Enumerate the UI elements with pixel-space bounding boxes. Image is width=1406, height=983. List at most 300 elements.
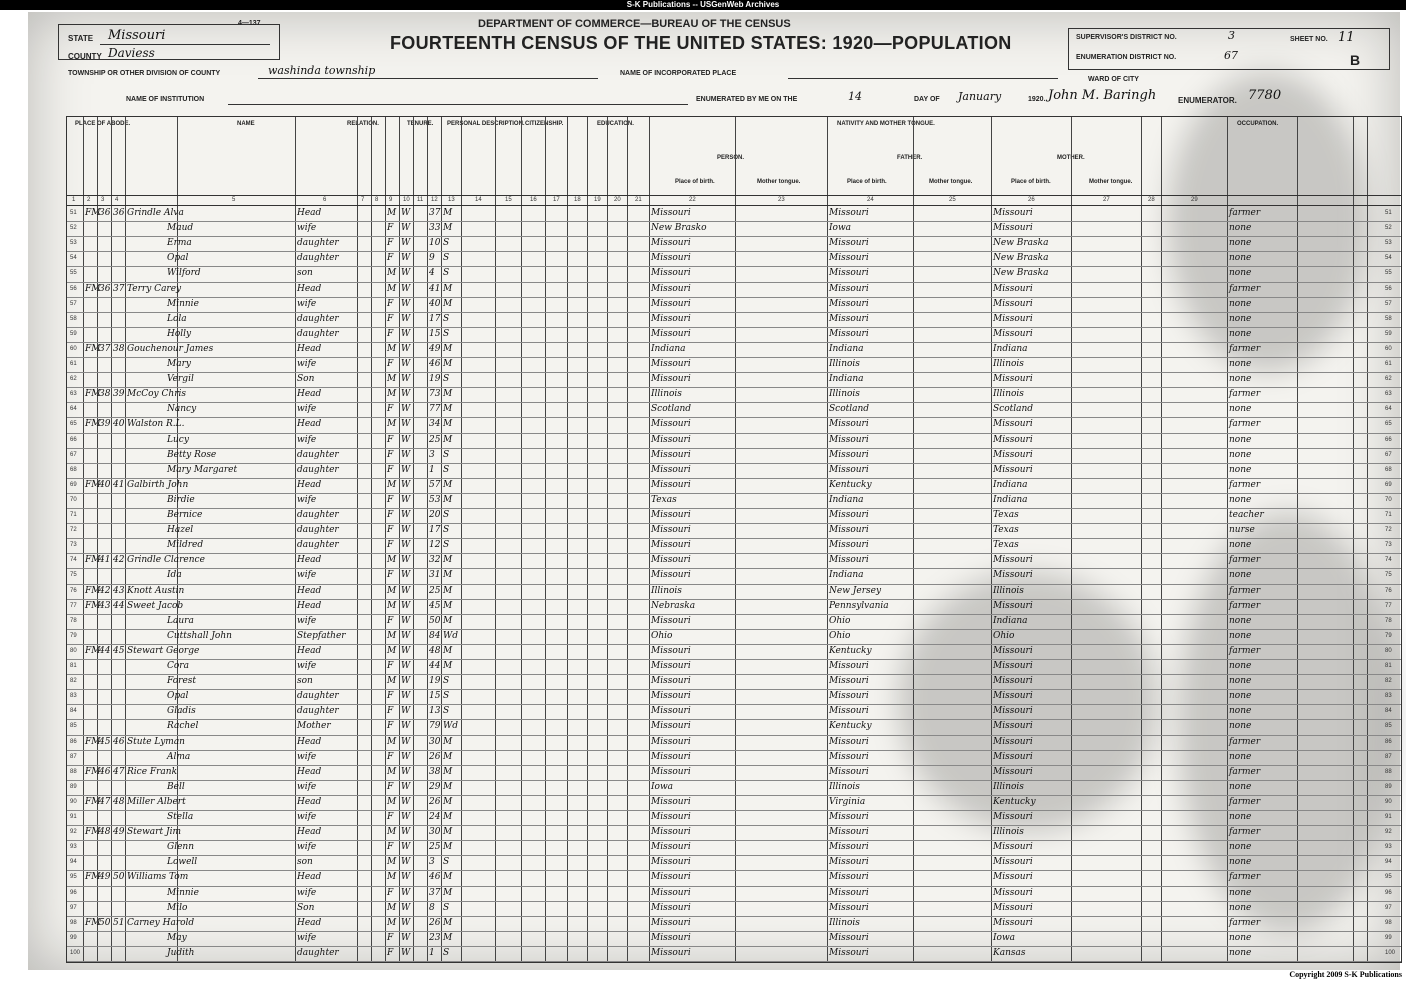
cell-fpob: Missouri [829, 268, 869, 279]
cell-sex: F [387, 434, 394, 445]
cell-occ: farmer [1229, 766, 1261, 777]
row-number: 89 [1385, 783, 1392, 790]
cell-race: W [401, 434, 411, 445]
cell-pob: Missouri [651, 947, 691, 958]
cell-sex: F [387, 751, 394, 762]
cell-mpob: Missouri [993, 645, 1033, 656]
cell-race: W [401, 691, 411, 702]
cell-age: 19 [429, 374, 441, 385]
cell-loc: FM [85, 555, 101, 566]
cell-occ: none [1229, 615, 1252, 626]
cell-sex: M [387, 827, 397, 838]
cell-occ: farmer [1229, 645, 1261, 656]
row-number: 67 [70, 451, 77, 458]
cell-mpob: Missouri [993, 208, 1033, 218]
cell-dw: 47 [99, 796, 111, 807]
row-number: 86 [1385, 738, 1392, 745]
cell-fpob: Kentucky [829, 645, 872, 656]
cell-ms: M [443, 208, 453, 218]
cell-fpob: New Jersey [829, 585, 882, 596]
cell-fpob: Missouri [829, 253, 869, 264]
grid-column-line [587, 117, 588, 962]
cell-name: Wilford [167, 268, 201, 279]
sheet-side: B [1350, 52, 1361, 68]
cell-age: 77 [429, 404, 441, 415]
cell-ms: S [443, 253, 450, 264]
cell-mpob: Missouri [993, 328, 1033, 339]
cell-occ: none [1229, 464, 1252, 475]
cell-fpob: Indiana [829, 374, 864, 385]
cell-race: W [401, 781, 411, 792]
cell-mpob: Texas [993, 525, 1019, 536]
row-line [67, 810, 1401, 811]
cell-fpob: Virginia [829, 796, 866, 807]
cell-race: W [401, 494, 411, 505]
row-line [67, 825, 1401, 826]
row-line [67, 855, 1401, 856]
row-line [67, 704, 1401, 705]
cell-occ: farmer [1229, 585, 1261, 596]
cell-sex: M [387, 555, 397, 566]
cell-mpob: Missouri [993, 570, 1033, 581]
institution-label: NAME OF INSTITUTION [126, 96, 205, 103]
cell-sex: F [387, 223, 394, 234]
cell-rel: daughter [297, 253, 339, 264]
cell-race: W [401, 615, 411, 626]
cell-rel: Head [297, 343, 322, 354]
cell-rel: wife [297, 615, 317, 626]
row-number: 100 [1385, 949, 1396, 956]
cell-mpob: Missouri [993, 434, 1033, 445]
cell-occ: none [1229, 540, 1252, 551]
cell-ms: S [443, 449, 450, 460]
cell-ms: M [443, 283, 453, 294]
grid-column-line [607, 117, 608, 962]
row-number: 69 [70, 481, 77, 488]
row-number: 52 [70, 225, 77, 232]
cell-fpob: Missouri [829, 661, 869, 671]
cell-fpob: Missouri [829, 283, 869, 294]
cell-fpob: Missouri [829, 812, 869, 822]
grid-column-line [1297, 117, 1298, 962]
row-number: 78 [1385, 617, 1392, 624]
grid-column-line [545, 117, 546, 962]
cell-ms: S [443, 540, 450, 551]
cell-sex: M [387, 600, 397, 611]
cell-rel: wife [297, 812, 317, 822]
cell-rel: daughter [297, 510, 339, 520]
row-number: 90 [70, 798, 77, 805]
cell-sex: F [387, 313, 394, 324]
row-number: 70 [1385, 496, 1392, 503]
cell-occ: farmer [1229, 555, 1261, 566]
cell-age: 45 [429, 600, 441, 611]
cell-rel: Head [297, 736, 322, 747]
day-of-label: DAY OF [914, 96, 940, 103]
cell-ms: M [443, 494, 453, 505]
cell-ms: M [443, 872, 453, 883]
row-line [67, 297, 1401, 298]
cell-dw: 43 [99, 600, 111, 611]
cell-pob: Missouri [651, 721, 691, 732]
cell-name: Knott Austin [127, 585, 185, 596]
cell-fpob: Missouri [829, 555, 869, 566]
cell-ms: M [443, 812, 453, 822]
column-number: 10 [403, 197, 410, 203]
row-line [67, 221, 1401, 222]
cell-occ: none [1229, 676, 1252, 687]
cell-rel: Head [297, 645, 322, 656]
cell-pob: Missouri [651, 449, 691, 460]
cell-race: W [401, 661, 411, 671]
cell-rel: wife [297, 359, 317, 369]
cell-ms: S [443, 691, 450, 702]
cell-sex: F [387, 253, 394, 264]
cell-pob: Missouri [651, 283, 691, 294]
cell-dw: 45 [99, 736, 111, 747]
cell-age: 49 [429, 343, 441, 354]
row-number: 57 [70, 300, 77, 307]
col-place-of-abode: PLACE OF ABODE. [75, 121, 131, 127]
cell-rel: daughter [297, 947, 339, 958]
cell-race: W [401, 253, 411, 264]
column-number: 14 [475, 197, 482, 203]
row-number: 100 [70, 949, 81, 956]
year-label: 1920. [1028, 96, 1046, 103]
cell-name: Lola [167, 313, 187, 324]
state-value: Missouri [108, 28, 166, 43]
cell-fam: 48 [113, 796, 125, 807]
cell-name: Mary [167, 359, 191, 369]
cell-dw: 41 [99, 555, 111, 566]
cell-mpob: Illinois [993, 827, 1024, 838]
row-number: 94 [1385, 859, 1392, 866]
row-line [67, 553, 1401, 554]
cell-rel: daughter [297, 449, 339, 460]
cell-name: Erma [167, 238, 192, 249]
cell-pob: Missouri [651, 812, 691, 822]
cell-occ: none [1229, 842, 1252, 853]
cell-fam: 41 [113, 479, 125, 490]
cell-ms: M [443, 600, 453, 611]
col-education: EDUCATION. [597, 121, 634, 127]
row-number: 97 [70, 904, 77, 911]
grid-column-line [357, 117, 358, 962]
column-number: 4 [115, 197, 119, 203]
cell-fpob: Missouri [829, 464, 869, 475]
cell-occ: none [1229, 721, 1252, 732]
row-line [67, 689, 1401, 690]
row-number: 90 [1385, 798, 1392, 805]
cell-age: 25 [429, 842, 441, 853]
row-number: 88 [70, 768, 77, 775]
cell-occ: none [1229, 268, 1252, 279]
cell-rel: Mother [297, 721, 331, 732]
cell-age: 46 [429, 872, 441, 883]
row-number: 63 [70, 391, 77, 398]
cell-race: W [401, 585, 411, 596]
enumeration-value: 67 [1224, 49, 1238, 62]
cell-occ: none [1229, 812, 1252, 822]
row-line [67, 266, 1401, 267]
row-number: 77 [70, 602, 77, 609]
cell-fpob: Scotland [829, 404, 870, 415]
grid-column-line [125, 117, 126, 962]
cell-mpob: New Braska [993, 268, 1049, 279]
cell-fpob: Missouri [829, 857, 869, 868]
cell-pob: Missouri [651, 857, 691, 868]
cell-fpob: Iowa [829, 223, 852, 234]
cell-age: 17 [429, 313, 441, 324]
cell-name: Lowell [167, 857, 198, 868]
column-number: 27 [1103, 197, 1110, 203]
cell-fpob: Missouri [829, 706, 869, 717]
row-number: 94 [70, 859, 77, 866]
row-line [67, 780, 1401, 781]
cell-rel: wife [297, 661, 317, 671]
cell-ms: Wd [443, 721, 459, 732]
cell-loc: FM [85, 645, 101, 656]
cell-pob: Missouri [651, 917, 691, 928]
cell-ms: S [443, 268, 450, 279]
cell-age: 24 [429, 812, 441, 822]
cell-rel: son [297, 857, 313, 868]
cell-fpob: Ohio [829, 630, 851, 641]
column-number: 3 [101, 197, 105, 203]
cell-dw: 39 [99, 419, 111, 430]
cell-race: W [401, 676, 411, 687]
col-mother: MOTHER. [1057, 155, 1085, 161]
cell-age: 53 [429, 494, 441, 505]
cell-occ: none [1229, 434, 1252, 445]
cell-ms: M [443, 570, 453, 581]
cell-loc: FM [85, 208, 101, 218]
cell-occ: none [1229, 661, 1252, 671]
cell-age: 9 [429, 253, 435, 264]
column-number: 7 [361, 197, 365, 203]
cell-race: W [401, 298, 411, 309]
cell-rel: Stepfather [297, 630, 346, 641]
grid-column-line [627, 117, 628, 962]
cell-fam: 39 [113, 389, 125, 400]
grid-column-line [1353, 117, 1354, 962]
column-number: 25 [949, 197, 956, 203]
cell-ms: M [443, 842, 453, 853]
column-number: 17 [553, 197, 560, 203]
row-line [67, 840, 1401, 841]
cell-age: 26 [429, 796, 441, 807]
supervisor-value: 3 [1228, 29, 1235, 42]
cell-pob: Missouri [651, 540, 691, 551]
cell-pob: Missouri [651, 328, 691, 339]
cell-age: 25 [429, 585, 441, 596]
cell-occ: farmer [1229, 419, 1261, 430]
cell-sex: M [387, 796, 397, 807]
row-line [67, 870, 1401, 871]
cell-occ: none [1229, 494, 1252, 505]
cell-sex: M [387, 585, 397, 596]
cell-fpob: Illinois [829, 359, 860, 369]
cell-dw: 36 [99, 208, 111, 218]
cell-race: W [401, 283, 411, 294]
cell-sex: M [387, 374, 397, 385]
cell-ms: S [443, 947, 450, 958]
enumeration-label: ENUMERATION DISTRICT NO. [1076, 54, 1177, 61]
cell-occ: none [1229, 781, 1252, 792]
cell-fpob: Missouri [829, 525, 869, 536]
cell-fpob: Missouri [829, 313, 869, 324]
row-number: 99 [1385, 934, 1392, 941]
cell-age: 25 [429, 434, 441, 445]
cell-occ: farmer [1229, 283, 1261, 294]
row-number: 63 [1385, 391, 1392, 398]
cell-pob: Indiana [651, 343, 686, 354]
row-number: 62 [70, 376, 77, 383]
cell-occ: farmer [1229, 796, 1261, 807]
cell-name: Williams Tom [127, 872, 189, 883]
cell-age: 37 [429, 887, 441, 898]
cell-pob: Missouri [651, 268, 691, 279]
cell-sex: M [387, 902, 397, 913]
cell-ms: S [443, 510, 450, 520]
cell-sex: F [387, 706, 394, 717]
cell-race: W [401, 766, 411, 777]
cell-mpob: Ohio [993, 630, 1015, 641]
cell-mpob: Scotland [993, 404, 1034, 415]
cell-rel: Head [297, 555, 322, 566]
cell-ms: S [443, 902, 450, 913]
cell-occ: none [1229, 223, 1252, 234]
cell-mpob: Missouri [993, 902, 1033, 913]
cell-occ: none [1229, 570, 1252, 581]
cell-pob: Scotland [651, 404, 692, 415]
row-number: 51 [1385, 210, 1392, 216]
cell-pob: Nebraska [651, 600, 696, 611]
cell-name: Birdie [167, 494, 195, 505]
row-number: 59 [70, 330, 77, 337]
cell-fpob: Missouri [829, 766, 869, 777]
cell-name: Nancy [167, 404, 197, 415]
cell-rel: wife [297, 887, 317, 898]
cell-age: 3 [429, 449, 435, 460]
cell-age: 23 [429, 932, 441, 943]
cell-pob: Missouri [651, 313, 691, 324]
cell-rel: wife [297, 223, 317, 234]
cell-mpob: Missouri [993, 842, 1033, 853]
col-pob-person: Place of birth. [675, 179, 715, 185]
cell-fpob: Missouri [829, 842, 869, 853]
enumerator-label: ENUMERATOR. [1178, 96, 1237, 105]
cell-fam: 45 [113, 645, 125, 656]
cell-rel: Head [297, 600, 322, 611]
row-number: 53 [1385, 240, 1392, 247]
cell-ms: Wd [443, 630, 459, 641]
cell-pob: Missouri [651, 827, 691, 838]
cell-name: Mary Margaret [167, 464, 238, 475]
cell-rel: Head [297, 283, 322, 294]
cell-pob: Missouri [651, 615, 691, 626]
grid-column-line [427, 117, 428, 962]
cell-occ: teacher [1229, 510, 1264, 520]
row-number: 65 [1385, 421, 1392, 428]
cell-mpob: Missouri [993, 464, 1033, 475]
cell-dw: 46 [99, 766, 111, 777]
cell-mpob: Missouri [993, 223, 1033, 234]
cell-fpob: Illinois [829, 389, 860, 400]
row-line [67, 493, 1401, 494]
cell-age: 40 [429, 298, 441, 309]
cell-race: W [401, 706, 411, 717]
row-number: 77 [1385, 602, 1392, 609]
cell-name: Opal [167, 691, 189, 702]
row-number: 84 [1385, 708, 1392, 715]
row-number: 68 [1385, 466, 1392, 473]
cell-race: W [401, 328, 411, 339]
cell-age: 10 [429, 238, 441, 249]
cell-pob: Iowa [651, 781, 674, 792]
cell-name: Grindle Clarence [127, 555, 205, 566]
row-line [67, 719, 1401, 720]
cell-fpob: Kentucky [829, 479, 872, 490]
row-line [67, 584, 1401, 585]
cell-loc: FM [85, 479, 101, 490]
column-number: 8 [375, 197, 379, 203]
grid-column-line [913, 117, 914, 962]
cell-rel: Son [297, 374, 315, 385]
cell-name: Hazel [167, 525, 194, 536]
cell-sex: F [387, 721, 394, 732]
cell-name: Opal [167, 253, 189, 264]
cell-loc: FM [85, 796, 101, 807]
form-number: 4—137 [238, 20, 261, 27]
cell-mpob: Missouri [993, 449, 1033, 460]
row-number: 56 [70, 285, 77, 292]
cell-age: 19 [429, 676, 441, 687]
cell-sex: F [387, 510, 394, 520]
column-number: 18 [574, 197, 581, 203]
grid-column-line [735, 117, 736, 962]
cell-race: W [401, 389, 411, 400]
cell-rel: wife [297, 932, 317, 943]
row-line [67, 433, 1401, 434]
cell-fpob: Missouri [829, 751, 869, 762]
column-number: 11 [417, 197, 424, 203]
cell-mpob: Missouri [993, 313, 1033, 324]
cell-fpob: Missouri [829, 298, 869, 309]
cell-mpob: Indiana [993, 479, 1028, 490]
cell-fpob: Pennsylvania [829, 600, 889, 611]
row-line [67, 508, 1401, 509]
grid-column-line [827, 117, 828, 962]
cell-ms: M [443, 751, 453, 762]
cell-ms: M [443, 615, 453, 626]
grid-column-line [83, 117, 84, 962]
row-number: 56 [1385, 285, 1392, 292]
cell-age: 15 [429, 691, 441, 702]
page-title: FOURTEENTH CENSUS OF THE UNITED STATES: 1920—POPULATION [390, 33, 1012, 53]
cell-race: W [401, 630, 411, 641]
department: DEPARTMENT OF COMMERCE—BUREAU OF THE CENSUS [478, 18, 791, 30]
cell-loc: FM [85, 736, 101, 747]
row-number: 99 [70, 934, 77, 941]
row-number: 55 [70, 270, 77, 277]
township-label: TOWNSHIP OR OTHER DIVISION OF COUNTY [68, 70, 221, 77]
cell-race: W [401, 902, 411, 913]
cell-fpob: Missouri [829, 902, 869, 913]
column-number: 28 [1148, 197, 1155, 203]
cell-sex: F [387, 328, 394, 339]
cell-pob: Missouri [651, 751, 691, 762]
